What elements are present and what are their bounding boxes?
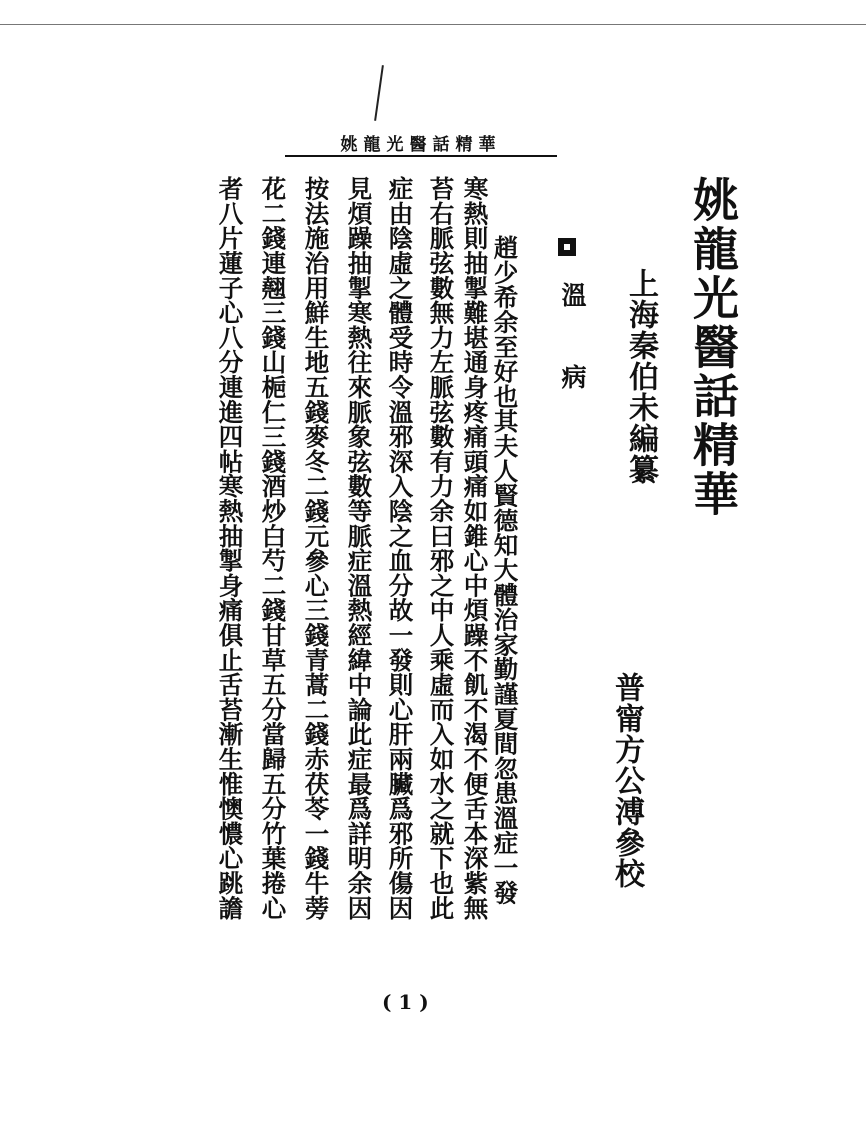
- text-column-7: 花二錢連翹三錢山梔仁三錢酒炒白芍二錢甘草五分當歸五分竹葉捲心: [258, 176, 288, 920]
- text-column-8: 者八片蓮子心八分連進四帖寒熱抽掣身痛俱止舌苔漸生惟懊憹心跳譫: [215, 176, 245, 920]
- page-number: ( 1 ): [382, 990, 429, 1014]
- text-column-2: 寒熱則抽掣難堪通身疼痛頭痛如錐心中煩躁不飢不渴不便舌本深紫無: [460, 176, 490, 920]
- text-column-6: 按法施治用鮮生地五錢麥冬二錢元參心三錢青蒿二錢赤茯苓一錢牛蒡: [301, 176, 331, 920]
- section-marker-icon: [558, 238, 576, 256]
- running-head: 姚龍光醫話精華: [285, 129, 557, 157]
- editor-credit: 上海秦伯未編纂: [623, 268, 658, 485]
- text-column-4: 症由陰虛之體受時令溫邪深入陰之血分故一發則心肝兩臟爲邪所傷因: [385, 176, 415, 920]
- text-column-1: 趙少希余至好也其夫人賢德知大體治家勤謹夏間忽患溫症一發: [490, 235, 520, 905]
- section-title: 溫 病: [558, 282, 587, 403]
- proofreader-credit: 普甯方公溥參校: [609, 672, 644, 889]
- book-title: 姚龍光醫話精華: [686, 176, 740, 519]
- text-column-3: 苔右脈弦數無力左脈弦數有力余曰邪之中人乘虛而入如水之就下也此: [426, 176, 456, 920]
- text-column-5: 見煩躁抽掣寒熱往來脈象弦數等脈症溫熱經緯中論此症最爲詳明余因: [344, 176, 374, 920]
- pen-stroke-mark: [374, 65, 384, 121]
- top-rule: [0, 24, 866, 25]
